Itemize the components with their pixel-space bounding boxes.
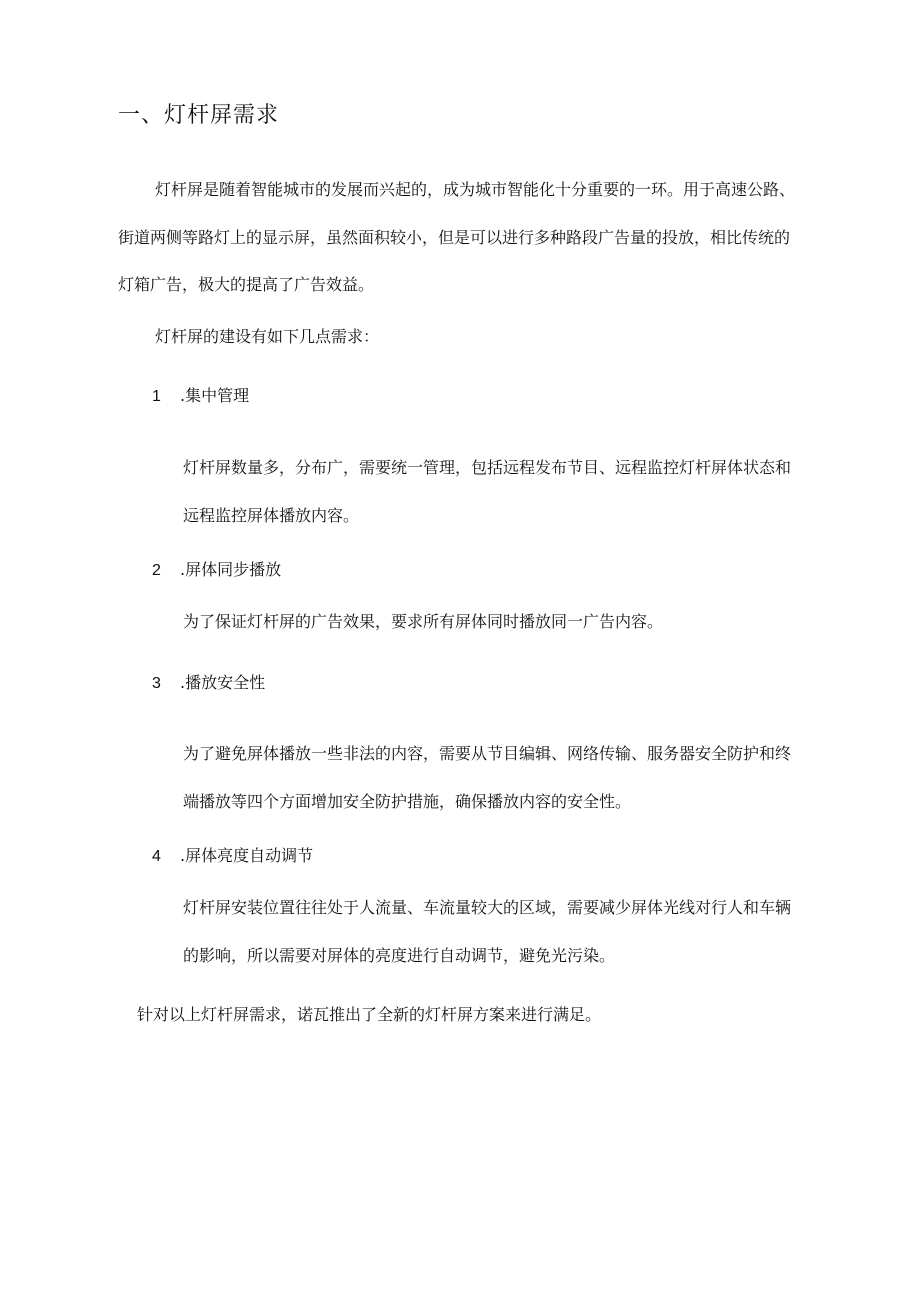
requirement-heading-4: [152, 846, 313, 867]
requirements-intro: 灯杆屏的建设有如下几点需求：: [155, 327, 380, 346]
requirement-title: .播放安全性: [180, 673, 266, 692]
section-title: 一、灯杆屏需求: [118, 103, 280, 128]
requirement-3-line-1: 为了避免屏体播放一些非法的内容，需要从节目编辑、网络传输、服务器安全防护和终: [183, 744, 792, 763]
requirement-heading-1: [152, 386, 249, 407]
conclusion-paragraph: 针对以上灯杆屏需求，诺瓦推出了全新的灯杆屏方案来进行满足。: [137, 1005, 602, 1024]
requirement-title: .屏体亮度自动调节: [180, 846, 314, 865]
intro-paragraph-line-2: 街道两侧等路灯上的显示屏，虽然面积较小，但是可以进行多种路段广告量的投放，相比传统的: [118, 228, 791, 247]
intro-paragraph-line-3: 灯箱广告，极大的提高了广告效益。: [118, 275, 375, 294]
requirement-number: 3: [152, 675, 161, 692]
requirement-1-line-2: 远程监控屏体播放内容。: [183, 506, 360, 525]
requirement-4-line-1: 灯杆屏安装位置往往处于人流量、车流量较大的区域，需要减少屏体光线对行人和车辆: [183, 898, 792, 917]
requirement-number: 4: [152, 848, 161, 865]
requirement-1-line-1: 灯杆屏数量多，分布广，需要统一管理，包括远程发布节目、远程监控灯杆屏体状态和: [183, 458, 792, 477]
requirement-title: .屏体同步播放: [180, 560, 282, 579]
requirement-number: 2: [152, 562, 161, 579]
requirement-3-line-2: 端播放等四个方面增加安全防护措施，确保播放内容的安全性。: [183, 792, 632, 811]
requirement-heading-2: [152, 560, 281, 581]
requirement-number: 1: [152, 388, 161, 405]
intro-paragraph-line-1: 灯杆屏是随着智能城市的发展而兴起的，成为城市智能化十分重要的一环。用于高速公路、: [155, 180, 796, 199]
requirement-title: .集中管理: [180, 386, 250, 405]
requirement-4-line-2: 的影响，所以需要对屏体的亮度进行自动调节，避免光污染。: [183, 946, 616, 965]
requirement-heading-3: [152, 673, 265, 694]
requirement-2-line-1: 为了保证灯杆屏的广告效果，要求所有屏体同时播放同一广告内容。: [183, 612, 664, 631]
